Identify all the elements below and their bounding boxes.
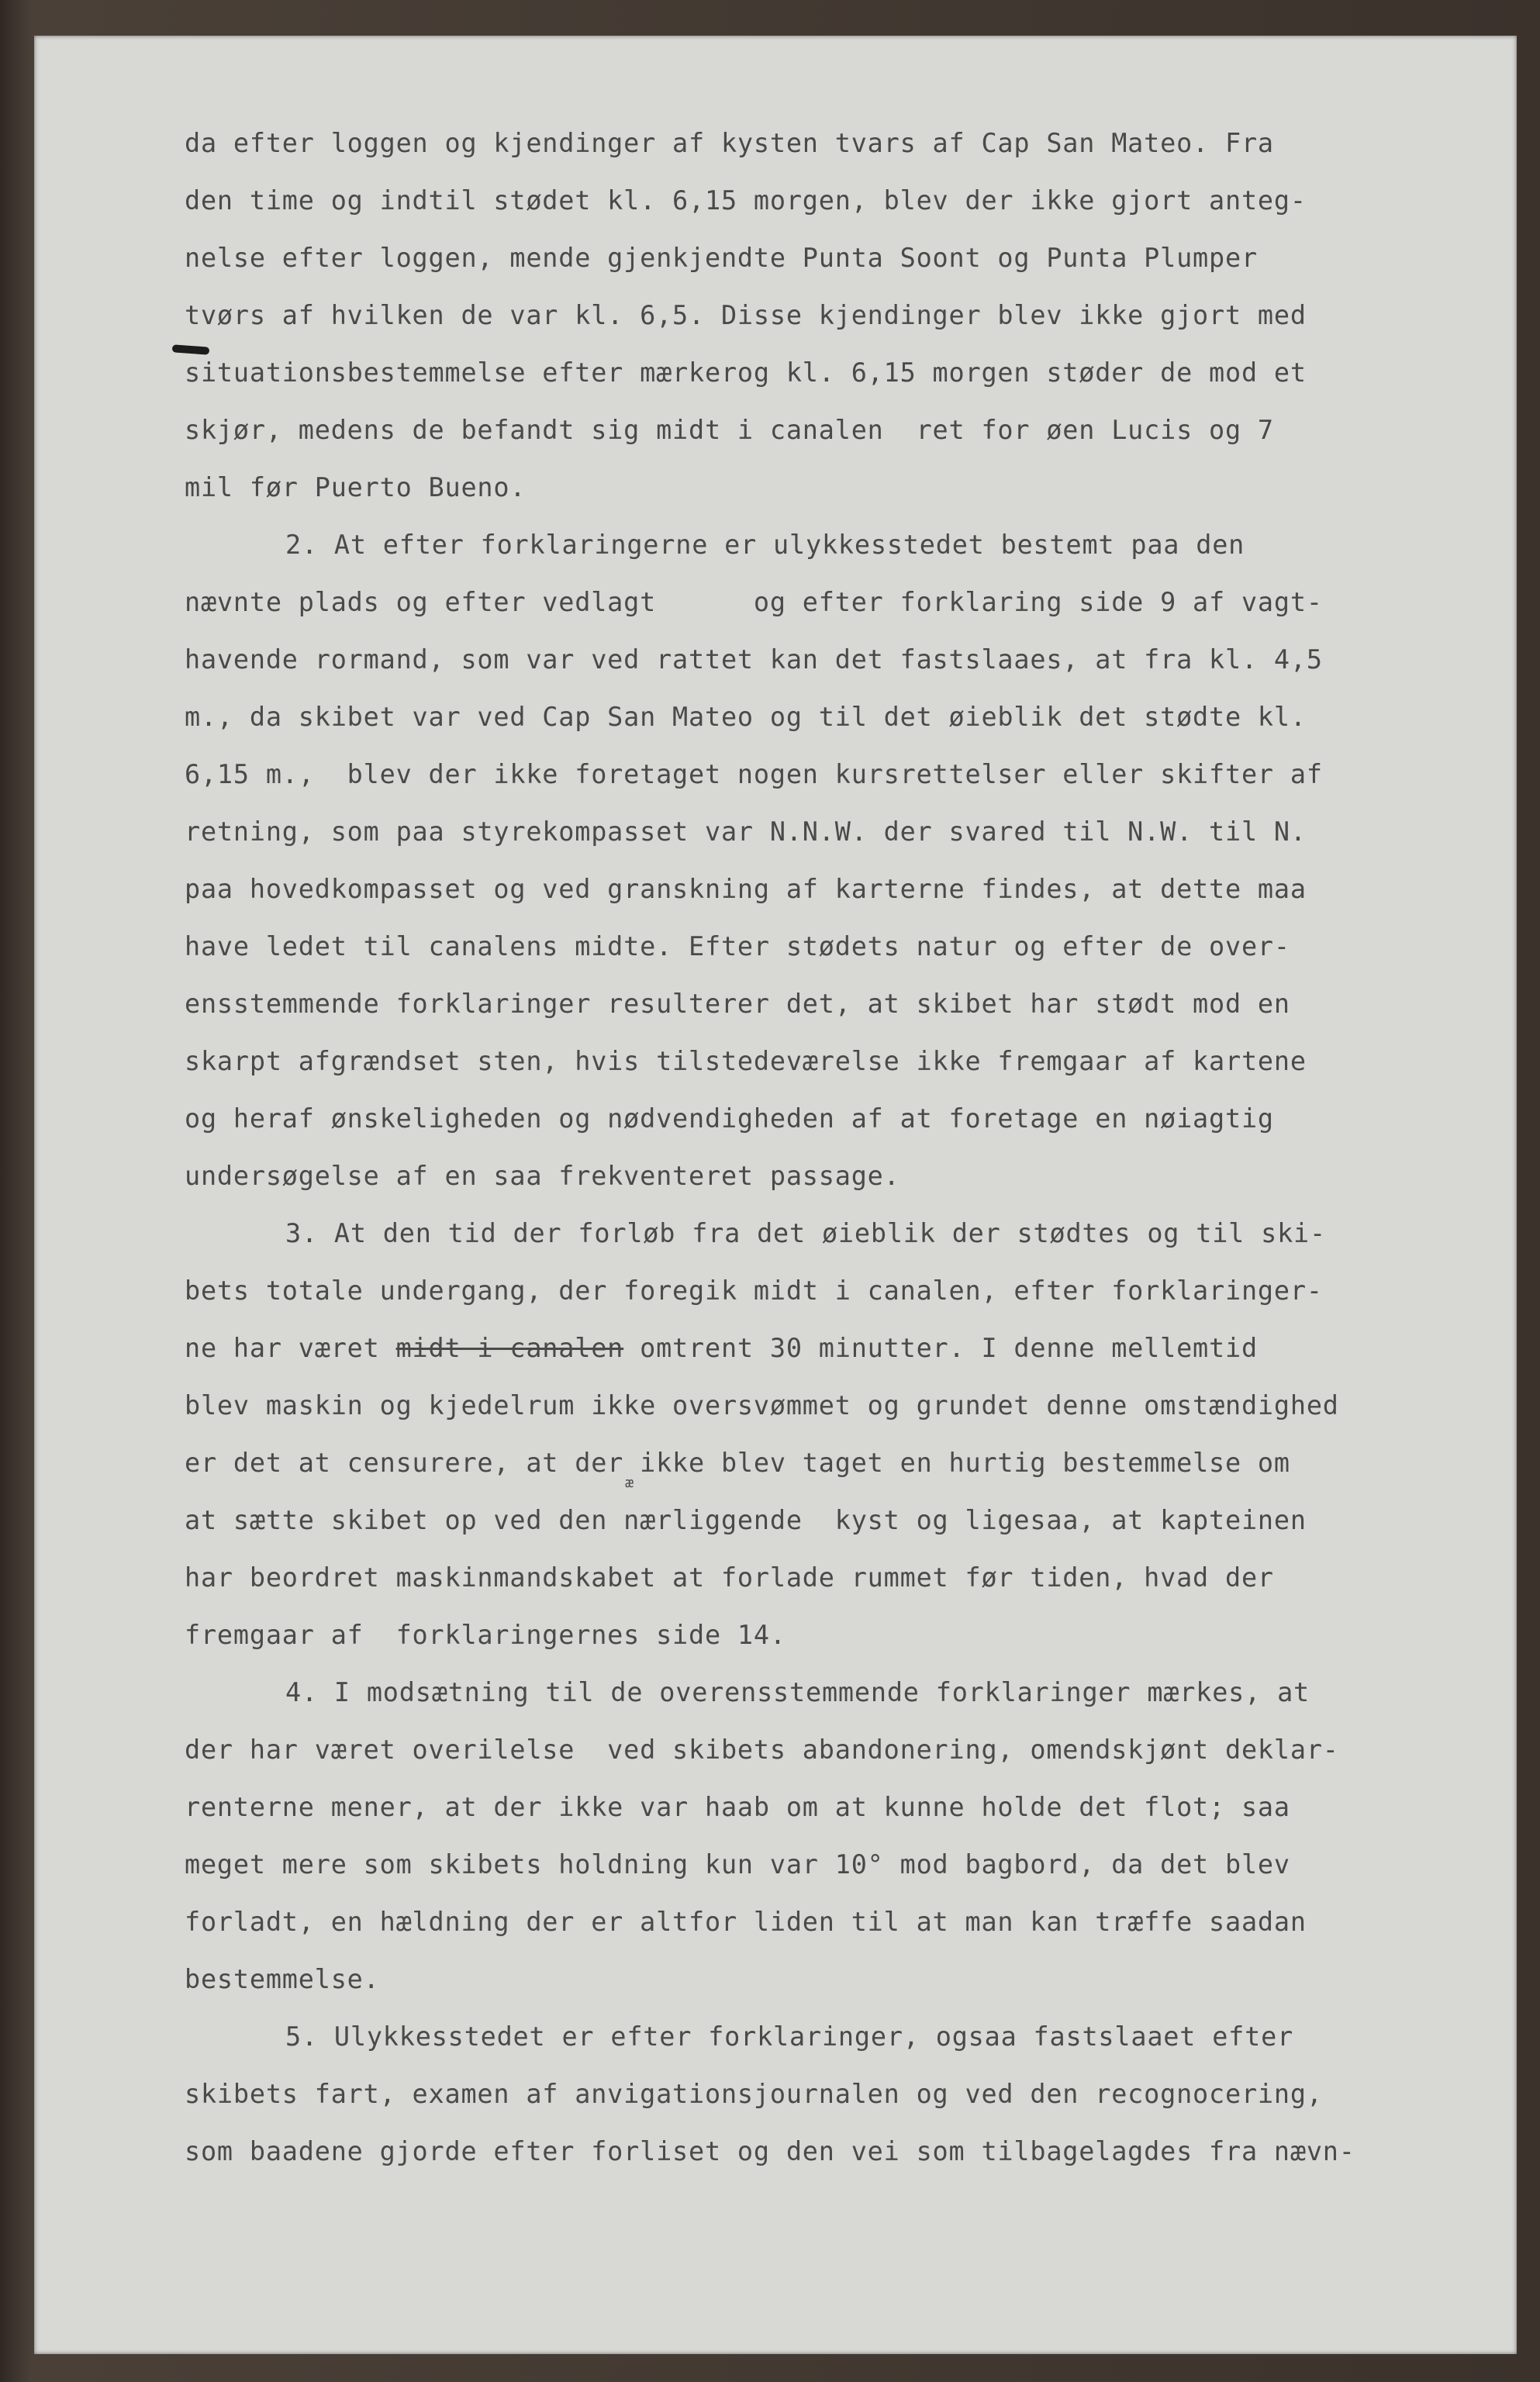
text-line: havende rormand, som var ved rattet kan det fastslaaes, at fra kl. 4,5 bbox=[185, 644, 1323, 675]
text-line: der har været overilelse ved skibets abandonering, omendskjønt deklar- bbox=[185, 1735, 1339, 1765]
text-line: situationsbestemmelse efter mærkerog kl. 6,15 morgen støder de mod et bbox=[185, 357, 1307, 388]
text-line: mil før Puerto Bueno. bbox=[185, 472, 527, 502]
corrected-word bbox=[623, 1475, 803, 1549]
text-line: forladt, en hældning der er altfor liden til at man kan træffe saadan bbox=[185, 1907, 1307, 1937]
text-line: skarpt afgrændset sten, hvis tilstedeværelse ikke fremgaar af kartene bbox=[185, 1046, 1307, 1076]
text-line: blev maskin og kjedelrum ikke oversvømmet og grundet denne omstændighed bbox=[185, 1390, 1339, 1421]
text-line-with-strikeout bbox=[185, 1320, 1487, 1377]
paragraph-3-first-line: 3. At den tid der forløb fra det øieblik der stødtes og til ski- bbox=[285, 1218, 1326, 1248]
text-line: er det at censurere, at der ikke blev taget en hurtig bestemmelse om bbox=[185, 1448, 1290, 1478]
text-line: ensstemmende forklaringer resulterer det, at skibet har stødt mod en bbox=[185, 989, 1290, 1019]
text-line: undersøgelse af en saa frekventeret passage. bbox=[185, 1161, 900, 1191]
text-line: 6,15 m., blev der ikke foretaget nogen kursrettelser eller skifter af bbox=[185, 759, 1323, 789]
text-line: bestemmelse. bbox=[185, 1964, 380, 1994]
text-segment: kyst og ligesaa, at kapteinen bbox=[802, 1505, 1307, 1535]
paragraph-4-first-line: 4. I modsætning til de overensstemmende forklaringer mærkes, at bbox=[285, 1677, 1310, 1707]
text-line: m., da skibet var ved Cap San Mateo og til det øieblik det stødte kl. bbox=[185, 702, 1307, 732]
text-line: have ledet til canalens midte. Efter stødets natur og efter de over- bbox=[185, 931, 1290, 961]
typed-text-body bbox=[185, 115, 1487, 2180]
text-line: nelse efter loggen, mende gjenkjendte Punta Soont og Punta Plumper bbox=[185, 243, 1258, 273]
text-line: da efter loggen og kjendinger af kysten tvars af Cap San Mateo. Fra bbox=[185, 128, 1274, 158]
text-line: har beordret maskinmandskabet at forlade rummet før tiden, hvad der bbox=[185, 1562, 1274, 1593]
text-line: paa hovedkompasset og ved granskning af karterne findes, at dette maa bbox=[185, 874, 1307, 904]
text-line: renterne mener, at der ikke var haab om at kunne holde det flot; saa bbox=[185, 1792, 1290, 1822]
text-line: og heraf ønskeligheden og nødvendigheden af at foretage en nøiagtig bbox=[185, 1103, 1274, 1134]
corrected-word-text: nærliggende bbox=[623, 1505, 803, 1535]
text-line: retning, som paa styrekompasset var N.N.W. der svared til N.W. til N. bbox=[185, 816, 1307, 847]
text-line: som baadene gjorde efter forliset og den vei som tilbagelagdes fra nævn- bbox=[185, 2136, 1355, 2166]
text-line-with-correction bbox=[185, 1475, 1487, 1549]
text-segment: omtrent 30 minutter. I denne mellemtid bbox=[623, 1333, 1258, 1363]
text-line: den time og indtil stødet kl. 6,15 morgen, blev der ikke gjort anteg- bbox=[185, 185, 1307, 216]
text-line: skibets fart, examen af anvigationsjournalen og ved den recognocering, bbox=[185, 2079, 1323, 2109]
paragraph-5-first-line: 5. Ulykkesstedet er efter forklaringer, ogsaa fastslaaet efter bbox=[285, 2021, 1294, 2052]
text-line: fremgaar af forklaringernes side 14. bbox=[185, 1620, 786, 1650]
handwritten-correction: æ bbox=[625, 1475, 634, 1491]
text-line: tvørs af hvilken de var kl. 6,5. Disse kjendinger blev ikke gjort med bbox=[185, 300, 1307, 330]
text-segment: at sætte skibet op ved den bbox=[185, 1505, 624, 1535]
text-line: meget mere som skibets holdning kun var 10° mod bagbord, da det blev bbox=[185, 1849, 1290, 1880]
struck-text: midt i canalen bbox=[395, 1333, 624, 1363]
text-line: skjør, medens de befandt sig midt i canalen ret for øen Lucis og 7 bbox=[185, 415, 1274, 445]
text-segment: ne har været bbox=[185, 1333, 396, 1363]
text-line: bets totale undergang, der foregik midt i canalen, efter forklaringer- bbox=[185, 1276, 1323, 1306]
paragraph-2-first-line: 2. At efter forklaringerne er ulykkesstedet bestemt paa den bbox=[285, 530, 1245, 560]
text-line: nævnte plads og efter vedlagt og efter forklaring side 9 af vagt- bbox=[185, 587, 1323, 617]
